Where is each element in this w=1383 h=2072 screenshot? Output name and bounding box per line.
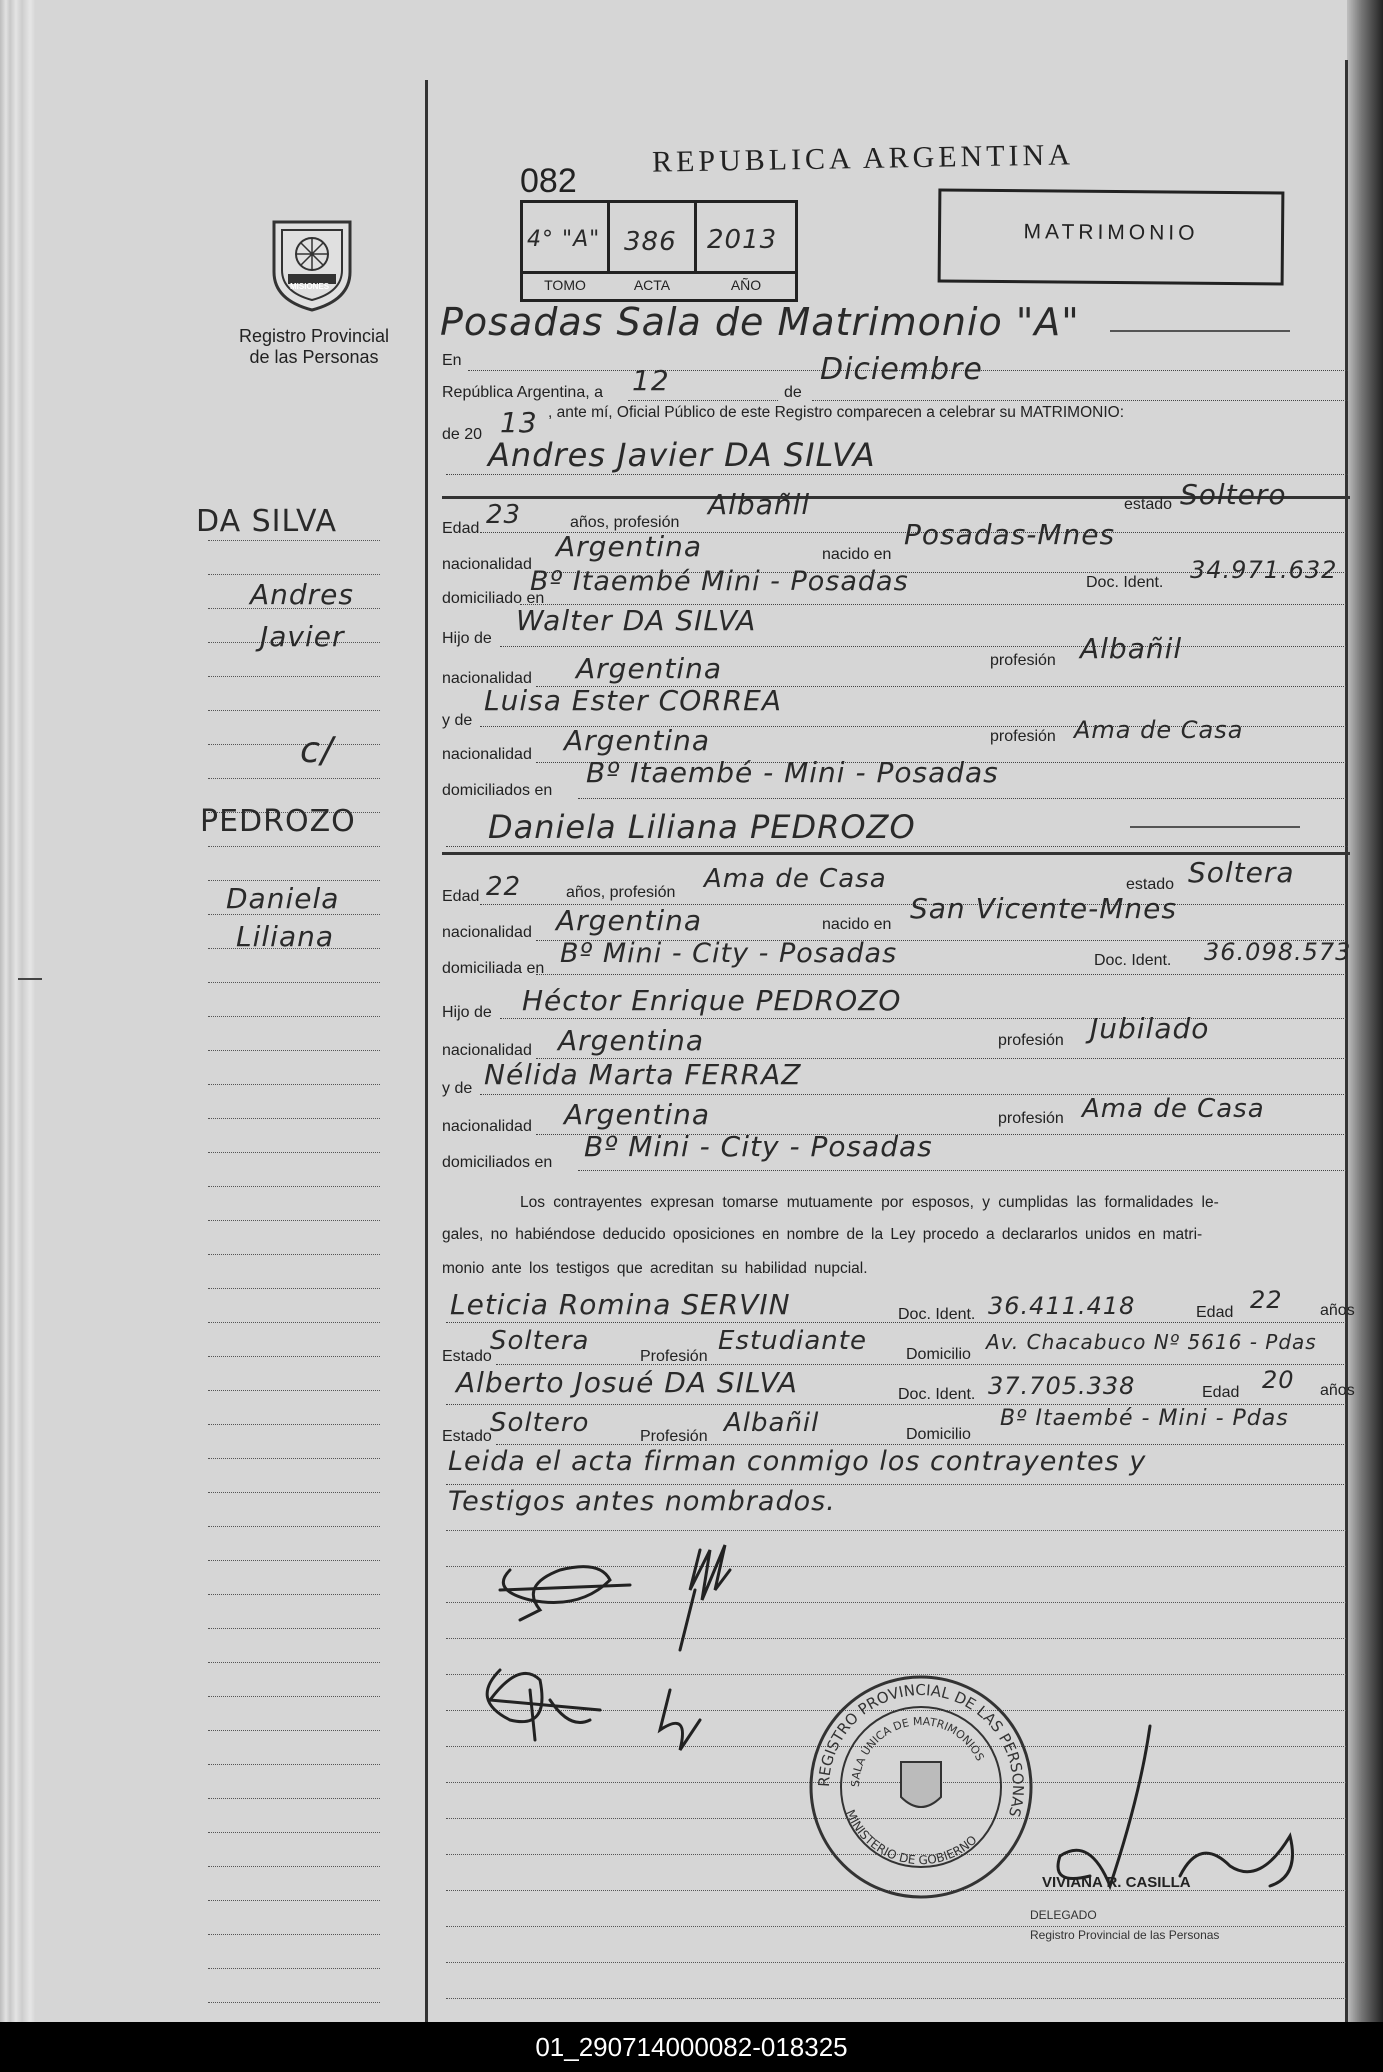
registry-logo: [268, 212, 356, 312]
label-w1-dom: Domicilio: [906, 1346, 971, 1363]
stamp-outer-text: REGISTRO PROVINCIAL DE LAS PERSONAS: [814, 1680, 1028, 1820]
groom-domicilio: Bº Itaembé Mini - Posadas: [530, 566, 909, 597]
right-rule: [1345, 60, 1348, 2022]
label-groom-madre-prof: profesión: [990, 728, 1056, 745]
groom-nacido: Posadas-Mnes: [904, 518, 1116, 551]
label-bride-anos: años, profesión: [566, 884, 676, 901]
label-w2-edad: Edad: [1202, 1384, 1240, 1401]
anio-value: 2013: [707, 225, 778, 255]
groom-madre-nacionalidad: Argentina: [564, 724, 711, 757]
label-bride-yde: y de: [442, 1080, 473, 1097]
bride-profesion: Ama de Casa: [704, 864, 887, 894]
label-de: de: [784, 384, 802, 401]
bride-madre: Nélida Marta FERRAZ: [484, 1058, 802, 1091]
label-groom-nacido: nacido en: [822, 546, 892, 563]
label-w1-anos: años: [1320, 1302, 1355, 1319]
label-w2-doc: Doc. Ident.: [898, 1386, 976, 1403]
scan-id-footer: 01_290714000082-018325: [0, 2022, 1383, 2072]
official-name: VIVIANA R. CASILLA: [1042, 1874, 1191, 1891]
label-groom-anos: años, profesión: [570, 514, 680, 531]
witness1-doc: 36.411.418: [988, 1292, 1136, 1320]
label-bride-padre-nac: nacionalidad: [442, 1042, 532, 1059]
bride-padre-nacionalidad: Argentina: [558, 1024, 705, 1057]
label-bride-estado: estado: [1126, 876, 1175, 893]
acta-label: ACTA: [633, 277, 671, 293]
bride-name: Daniela Liliana PEDROZO: [488, 808, 916, 846]
label-bride-edad: Edad: [442, 888, 480, 905]
label-groom-padre-nac: nacionalidad: [442, 670, 532, 687]
bride-separator: [442, 852, 1350, 855]
bride-doc: 36.098.573: [1204, 938, 1352, 966]
margin-name2: Javier: [260, 620, 345, 653]
anio-cell: [697, 203, 795, 271]
intro-day: 12: [632, 364, 670, 397]
anio-label: AÑO: [730, 277, 762, 293]
label-bride-domiciliados: domiciliados en: [442, 1154, 553, 1171]
groom-edad: 23: [486, 500, 522, 530]
closing-line1: Leida el acta firman conmigo los contrayentes y: [448, 1446, 1147, 1477]
label-de20: de 20: [442, 426, 483, 443]
bride-padres-domicilio: Bº Mini - City - Posadas: [584, 1130, 933, 1163]
statement-line3: monio ante los testigos que acreditan su habilidad nupcial.: [442, 1260, 868, 1277]
label-intro-rest: , ante mí, Oficial Público de este Registro comparecen a celebrar su MATRIMONIO:: [548, 404, 1125, 421]
bride-estado: Soltera: [1188, 856, 1295, 889]
statement-line1: Los contrayentes expresan tomarse mutuamente por esposos, y cumplidas las formalidades le-: [520, 1194, 1219, 1211]
groom-padre-nacionalidad: Argentina: [576, 652, 723, 685]
tomo-label: TOMO: [544, 277, 586, 293]
witness2-domicilio: Bº Itaembé - Mini - Pdas: [1000, 1406, 1289, 1431]
label-groom-madre-nac: nacionalidad: [442, 746, 532, 763]
groom-padre: Walter DA SILVA: [516, 604, 757, 637]
label-groom-domiciliados: domiciliados en: [442, 782, 553, 799]
closing-line2: Testigos antes nombrados.: [448, 1486, 836, 1517]
register-table: [520, 200, 798, 302]
groom-padre-profesion: Albañil: [1080, 632, 1183, 665]
label-groom-yde: y de: [442, 712, 473, 729]
label-bride-doc: Doc. Ident.: [1094, 952, 1172, 969]
witness1-estado: Soltera: [490, 1326, 590, 1356]
label-w1-edad: Edad: [1196, 1304, 1234, 1321]
label-groom-edad: Edad: [442, 520, 480, 537]
bride-nacionalidad: Argentina: [556, 904, 703, 937]
acta-value: 386: [624, 227, 677, 257]
margin-name3: Daniela: [226, 882, 340, 915]
groom-padres-domicilio: Bº Itaembé - Mini - Posadas: [586, 756, 999, 789]
label-bride-nacido: nacido en: [822, 916, 892, 933]
official-title: DELEGADO: [1030, 1908, 1097, 1922]
label-bride-dom: domiciliada en: [442, 960, 545, 977]
label-w2-estado: Estado: [442, 1428, 492, 1445]
binding-edge: [1347, 0, 1383, 2022]
witness1-profesion: Estudiante: [718, 1326, 867, 1356]
groom-madre: Luisa Ester CORREA: [484, 684, 783, 717]
witness2-edad: 20: [1262, 1366, 1295, 1394]
bride-padre-profesion: Jubilado: [1090, 1012, 1210, 1045]
bride-nacido: San Vicente-Mnes: [910, 892, 1177, 925]
act-type-label: MATRIMONIO: [1023, 220, 1199, 245]
label-groom-padre-prof: profesión: [990, 652, 1056, 669]
label-groom-hijo: Hijo de: [442, 630, 492, 647]
witness2-profesion: Albañil: [724, 1408, 820, 1438]
label-w2-dom: Domicilio: [906, 1426, 971, 1443]
country-title: REPUBLICA ARGENTINA: [651, 138, 1075, 179]
logo-label: MISIONES: [290, 282, 330, 291]
witness2-name: Alberto Josué DA SILVA: [456, 1366, 798, 1399]
official-stamp: [806, 1672, 1036, 1902]
witness2-estado: Soltero: [490, 1408, 590, 1438]
witness1-edad: 22: [1250, 1286, 1283, 1314]
act-type-box: [938, 188, 1285, 285]
page-stack-edge: [0, 0, 36, 2022]
intro-year: 13: [500, 406, 538, 439]
bride-madre-nacionalidad: Argentina: [564, 1098, 711, 1131]
label-w1-doc: Doc. Ident.: [898, 1306, 976, 1323]
margin-rule: [425, 80, 428, 2022]
label-bride-madre-nac: nacionalidad: [442, 1118, 532, 1135]
label-w2-anos: años: [1320, 1382, 1355, 1399]
bride-domicilio: Bº Mini - City - Posadas: [560, 938, 898, 969]
witness2-doc: 37.705.338: [988, 1372, 1136, 1400]
label-bride-nac: nacionalidad: [442, 924, 532, 941]
label-w1-estado: Estado: [442, 1348, 492, 1365]
groom-profesion: Albañil: [708, 488, 811, 521]
bride-edad: 22: [486, 872, 522, 902]
acta-cell: [610, 203, 697, 271]
groom-nacionalidad: Argentina: [556, 530, 703, 563]
stamp-bottom-text: MINISTERIO DE GOBIERNO: [843, 1807, 980, 1868]
label-bride-padre-prof: profesión: [998, 1032, 1064, 1049]
signatures: [450, 1530, 770, 1770]
groom-name: Andres Javier DA SILVA: [488, 436, 876, 474]
tomo-cell: [523, 203, 610, 271]
statement-line2: gales, no habiéndose deducido oposiciones en nombre de la Ley procedo a declararlos unidos en matri-: [442, 1226, 1203, 1243]
label-w1-prof: Profesión: [640, 1348, 708, 1365]
label-w2-prof: Profesión: [640, 1428, 708, 1445]
label-bride-hijo: Hijo de: [442, 1004, 492, 1021]
margin-name1: Andres: [250, 578, 354, 611]
label-groom-estado: estado: [1124, 496, 1173, 513]
tomo-value: 4° "A": [527, 227, 601, 252]
label-groom-nac: nacionalidad: [442, 556, 532, 573]
registry-name-line2: de las Personas: [249, 347, 379, 367]
act-number: 082: [520, 162, 577, 200]
groom-doc: 34.971.632: [1190, 556, 1338, 584]
registry-name-line1: Registro Provincial: [238, 326, 390, 346]
label-bride-madre-prof: profesión: [998, 1110, 1064, 1127]
margin-name4: Liliana: [236, 920, 334, 953]
margin-surname2: PEDROZO: [200, 804, 356, 839]
official-org: Registro Provincial de las Personas: [1030, 1928, 1220, 1942]
label-groom-dom: domiciliado en: [442, 590, 545, 607]
intro-place: Posadas Sala de Matrimonio "A": [440, 300, 1080, 344]
groom-madre-profesion: Ama de Casa: [1074, 716, 1244, 744]
label-en: En: [442, 352, 462, 369]
witness1-name: Leticia Romina SERVIN: [450, 1288, 791, 1321]
bride-padre: Héctor Enrique PEDROZO: [522, 984, 902, 1017]
stamp-inner-text: SALA ÚNICA DE MATRIMONIOS: [848, 1714, 987, 1788]
registry-name: [214, 326, 414, 368]
intro-month: Diciembre: [820, 352, 983, 387]
label-groom-doc: Doc. Ident.: [1086, 574, 1164, 591]
bride-madre-profesion: Ama de Casa: [1082, 1094, 1265, 1124]
margin-surname: DA SILVA: [196, 504, 338, 539]
witness1-domicilio: Av. Chacabuco Nº 5616 - Pdas: [986, 1330, 1317, 1354]
groom-estado: Soltero: [1180, 478, 1287, 511]
margin-tick: [18, 978, 42, 980]
margin-con: c/: [300, 730, 334, 771]
label-republica: República Argentina, a: [442, 384, 603, 401]
